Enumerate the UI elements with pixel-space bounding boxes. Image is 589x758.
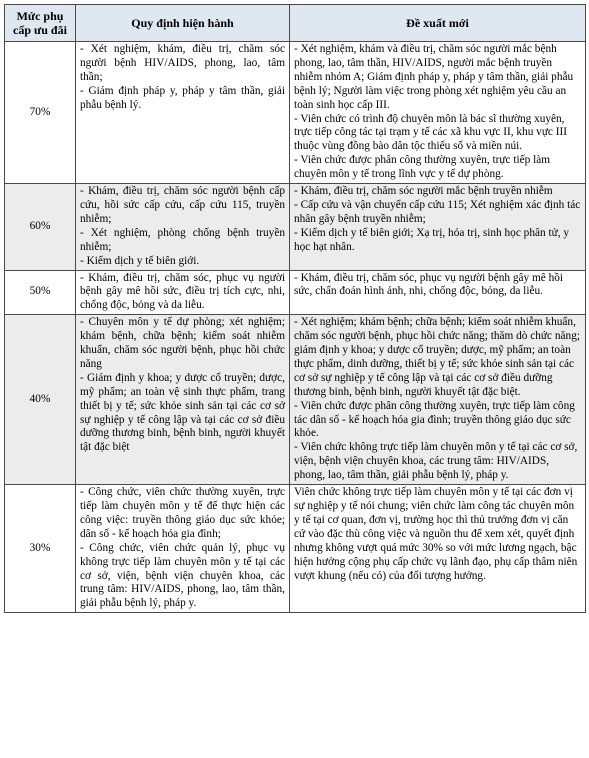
table-row [5,42,586,184]
new-proposal-cell [290,315,586,485]
level-cell: 70% [5,42,76,184]
current-regulation-cell [76,270,290,315]
list-item: - Giám định y khoa; y dược cổ truyền; dược, mỹ phẩm; an toàn vệ sinh thực phẩm, trang thiết bị y tế; sức khỏe sinh sản tại các cơ sở sự nghiệp y tế công lập và tại các cơ sở điều dưỡng thương binh, bệnh binh, người khuyết tật đặc biệt [80,371,285,454]
list-item: - Cấp cứu và vận chuyển cấp cứu 115; Xét nghiệm xác định tác nhân gây bệnh truyền nhiễm; [294,198,581,225]
current-regulation-cell [76,315,290,485]
header-new-proposal: Đề xuất mới [290,5,586,42]
list-item: - Kiểm dịch y tế biên giới. [80,254,200,267]
list-item: - Xét nghiệm; khám bệnh; chữa bệnh; kiểm soát nhiễm khuẩn, chăm sóc người bệnh, phục hồi chức năng; thăm dò chức năng; giám định y khoa; y dược cổ truyền; dược, mỹ phẩm; an toàn thực phẩm, dinh dưỡng, thiết bị y tế; sức khỏe sinh sản tại các cơ sở sự nghiệp y tế công lập và tại các cơ sở điều dưỡng thương binh, bệnh binh, người khuyết tật đặc biệt. [294,316,580,398]
allowance-comparison-table [4,4,586,613]
new-proposal-cell [290,485,586,613]
level-cell: 50% [5,270,76,315]
level-cell: 60% [5,184,76,270]
list-item: - Kiểm dịch y tế biên giới; Xạ trị, hóa trị, sinh học phân tử, y học hạt nhân. [294,226,570,253]
new-proposal-cell [290,270,586,315]
table-row [5,485,586,613]
list-item: - Viên chức không trực tiếp làm chuyên môn y tế tại các cơ sở, viện, bệnh viện chuyên khoa, các trung tâm: HIV/AIDS, phong, lao, tâm thần, giải phẫu bệnh lý, pháp y. [294,441,578,482]
table-row [5,315,586,485]
new-proposal-cell [290,42,586,184]
list-item: - Xét nghiệm, phòng chống bệnh truyền nhiễm; [80,226,285,253]
list-item: - Khám, điều trị, chăm sóc người bệnh cấp cứu, hồi sức cấp cứu, cấp cứu 115, truyền nhiễm; [80,185,285,225]
header-current-regulation: Quy định hiện hành [76,5,290,42]
header-level: Mức phụ cấp ưu đãi [5,5,76,42]
list-item: Viên chức không trực tiếp làm chuyên môn y tế tại các đơn vị sự nghiệp y tế nói chung; viên chức làm công tác chuyên môn y tế tại cơ quan, đơn vị, trường học thì thủ trưởng đơn vị căn cứ vào đặc thù công việc và nguồn thu để xem xét, quyết định nhưng không vượt quá mức 30% so với mức lương ngạch, bậc hiện hưởng cộng phụ cấp chức vụ lãnh đạo, phụ cấp thâm niên vượt khung (nếu có) của đối tượng hưởng. [294,486,578,582]
table-row [5,184,586,270]
list-item: - Viên chức có trình độ chuyên môn là bác sĩ thường xuyên, trực tiếp công tác tại trạm y tế các xã khu vực II, khu vực III thuộc vùng đồng bào dân tộc thiểu số và miền núi. [294,112,568,153]
list-item: - Xét nghiệm, khám, điều trị, chăm sóc người bệnh HIV/AIDS, phong, lao, tâm thần; [80,43,285,83]
header-row [5,5,586,42]
level-cell: 40% [5,315,76,485]
list-item: - Khám, điều trị, chăm sóc, phục vụ người bệnh gây mê hồi sức, chẩn đoán hình ảnh, nhi, chống độc, bỏng, da liễu. [294,271,564,298]
list-item: - Giám định pháp y, pháp y tâm thần, giải phẫu bệnh lý. [80,84,285,111]
current-regulation-cell [76,485,290,613]
current-regulation-cell [76,42,290,184]
list-item: - Công chức, viên chức thường xuyên, trực tiếp làm chuyên môn y tế để thực hiện các công việc: truyền thông giáo dục sức khỏe; dân số - kế hoạch hóa gia đình; [80,486,285,540]
list-item: - Chuyên môn y tế dự phòng; xét nghiệm; khám bệnh, chữa bệnh; kiểm soát nhiễm khuẩn, chăm sóc người bệnh, phục hồi chức năng [80,316,285,370]
new-proposal-cell [290,184,586,270]
list-item: - Khám, điều trị, chăm sóc người mắc bệnh truyền nhiễm [294,185,553,198]
table-row [5,270,586,315]
list-item: - Khám, điều trị, chăm sóc, phục vụ người bệnh gây mê hồi sức, điều trị tích cực, nhi, chống độc, bỏng và da liễu. [80,271,285,312]
level-cell: 30% [5,485,76,613]
list-item: - Viên chức được phân công thường xuyên, trực tiếp làm công tác dân số - kế hoạch hóa gia đình; truyền thông giáo dục sức khỏe. [294,399,575,440]
list-item: - Công chức, viên chức quản lý, phục vụ không trực tiếp làm chuyên môn y tế tại các cơ sở, viện, bệnh viện chuyên khoa, các trung tâm: HIV/AIDS, phong, lao, tâm thần, giải phẫu bệnh lý, pháp y. [80,541,285,610]
list-item: - Viên chức được phân công thường xuyên, trực tiếp làm chuyên môn y tế trong lĩnh vực y tế dự phòng. [294,154,551,181]
current-regulation-cell [76,184,290,270]
list-item: - Xét nghiệm, khám và điều trị, chăm sóc người mắc bệnh phong, lao, tâm thần, HIV/AIDS, người mắc bệnh truyền nhiễm nhóm A; Giám định pháp y, pháp y tâm thần, giải phẫu bệnh lý; Người làm việc trong phòng xét nghiệm yêu cầu an toàn sinh học cấp III. [294,43,574,111]
